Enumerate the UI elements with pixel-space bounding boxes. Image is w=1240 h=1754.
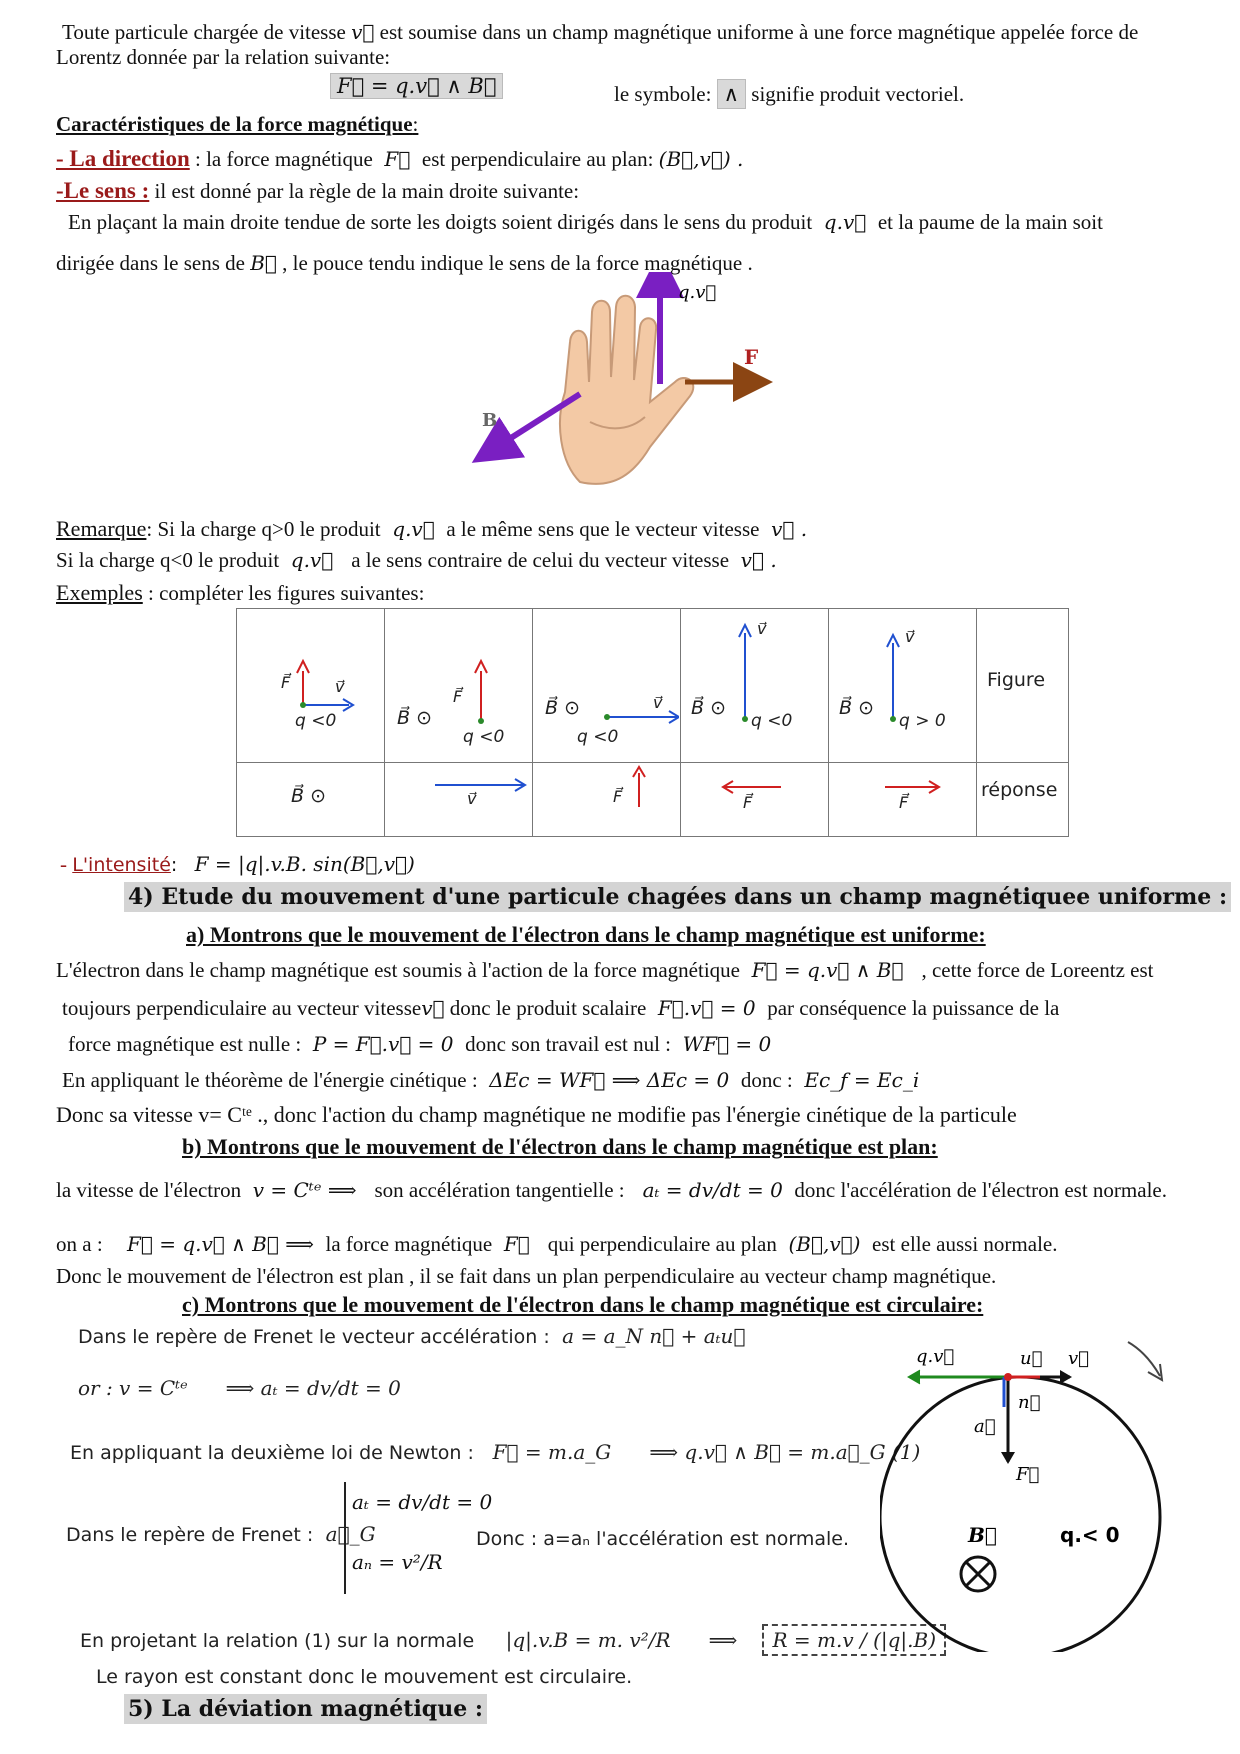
section-4-title: 4) Etude du mouvement d'une particule chagées dans un champ magnétiquee uniforme : [124, 882, 1231, 912]
svg-text:n⃗: n⃗ [1018, 1392, 1041, 1413]
c-line-5: En projetant la relation (1) sur la normale |q|.v.B = m. v²/R ⟹ R = m.v / (|q|.B) [80, 1628, 946, 1652]
c-line-2: or : v = Cᵗᵉ ⟹ aₜ = dv/dt = 0 [78, 1376, 401, 1400]
c-line-1: Dans le repère de Frenet le vecteur accélération : a = a_N n⃗ + aₜu⃗ [78, 1324, 746, 1348]
rotation-arrow [1128, 1342, 1160, 1376]
b-line-1: la vitesse de l'électron v = Cᵗᵉ ⟹ son accélération tangentielle : aₜ = dv/dt = 0 donc l'accélération de l'électron est normale. [56, 1178, 1167, 1202]
hand-icon [560, 296, 693, 484]
circular-motion-diagram [880, 1332, 1200, 1652]
svg-text:q.< 0: q.< 0 [1060, 1523, 1120, 1547]
figure-row [237, 609, 1069, 763]
b-field-into-page-icon [961, 1557, 995, 1591]
answer-cell-4: F⃗ [681, 763, 829, 837]
answer-row-label: réponse [977, 763, 1069, 837]
vector-product-note: le symbole: ∧ signifie produit vectoriel. [614, 82, 964, 107]
intro-line-2: Lorentz donnée par la relation suivante: [56, 45, 391, 69]
figure-cell-1: F⃗ v⃗ q <0 [237, 609, 385, 763]
svg-text:a⃗: a⃗ [974, 1416, 996, 1437]
section-5-title: 5) La déviation magnétique : [124, 1694, 487, 1724]
right-hand-rule-illustration [470, 272, 790, 512]
qv-label: q.v⃗ [678, 282, 717, 303]
answer-row [237, 763, 1069, 837]
figure-cell-5: B⃗ ⊙ v⃗ q > 0 [829, 609, 977, 763]
remark-line-2: Si la charge q<0 le produit q.v⃗ a le sens contraire de celui du vecteur vitesse v⃗ . [56, 548, 777, 572]
answer-cell-1: B⃗ ⊙ [237, 763, 385, 837]
f-label: F [744, 345, 759, 369]
answer-cell-2: v⃗ [385, 763, 533, 837]
b-line-2: on a : F⃗ = q.v⃗ ∧ B⃗ ⟹ la force magnétique F⃗ qui perpendiculaire au plan (B⃗,v⃗) est elle aussi normale. [56, 1232, 1058, 1256]
svg-text:v⃗: v⃗ [1068, 1348, 1089, 1369]
remark-line-1: Remarque: Si la charge q>0 le produit q.v⃗ a le même sens que le vecteur vitesse v⃗ . [56, 516, 808, 541]
right-hand-figure [470, 272, 790, 512]
b-line-3: Donc le mouvement de l'électron est plan , il se fait dans un plan perpendiculaire au vecteur champ magnétique. [56, 1264, 997, 1288]
figure-row-label: Figure [977, 609, 1069, 763]
a-line-3: force magnétique est nulle : P = F⃗.v⃗ = 0 donc son travail est nul : WF⃗ = 0 [68, 1032, 772, 1056]
frenet-system: aₜ = dv/dt = 0 aₙ = v²/R [344, 1482, 492, 1594]
characteristics-title: Caractéristiques de la force magnétique: [56, 112, 419, 136]
svg-text:F⃗: F⃗ [1016, 1464, 1040, 1485]
figure-cell-2: B⃗ ⊙ F⃗ q <0 [385, 609, 533, 763]
c-line-4-conclusion: Donc : a=aₙ l'accélération est normale. [476, 1528, 850, 1550]
a-line-1: L'électron dans le champ magnétique est soumis à l'action de la force magnétique F⃗ = q.v⃗ ∧ B⃗ , cette force de Loreentz est [56, 958, 1154, 982]
subsection-a-title: a) Montrons que le mouvement de l'électron dans le champ magnétique est uniforme: [186, 922, 986, 947]
subsection-b-title: b) Montrons que le mouvement de l'électron dans le champ magnétique est plan: [182, 1134, 938, 1159]
examples-line: Exemples : compléter les figures suivantes: [56, 580, 425, 605]
sens-line: -Le sens : il est donné par la règle de la main droite suivante: [56, 178, 580, 203]
a-line-2: toujours perpendiculaire au vecteur vitessev⃗ donc le produit scalaire F⃗.v⃗ = 0 par conséquence la puissance de la [62, 996, 1060, 1020]
lorentz-formula: F⃗ = q.v⃗ ∧ B⃗ [330, 74, 503, 99]
subsection-c-title: c) Montrons que le mouvement de l'électron dans le champ magnétique est circulaire: [182, 1292, 984, 1317]
examples-table [236, 608, 1069, 837]
svg-text:q.v⃗: q.v⃗ [916, 1346, 955, 1367]
direction-line: - La direction : la force magnétique F⃗ est perpendiculaire au plan: (B⃗,v⃗) . [56, 146, 744, 171]
c-line-6: Le rayon est constant donc le mouvement est circulaire. [96, 1666, 633, 1688]
figure-cell-3: B⃗ ⊙ v⃗ q <0 [533, 609, 681, 763]
svg-text:u⃗: u⃗ [1020, 1348, 1043, 1369]
trajectory-circle [880, 1377, 1160, 1652]
a-line-4: En appliquant le théorème de l'énergie cinétique : ΔEc = WF⃗ ⟹ ΔEc = 0 donc : Ec_f = Ec_i [62, 1068, 920, 1092]
answer-cell-5: F⃗ [829, 763, 977, 837]
circular-motion-figure [880, 1332, 1200, 1652]
a-line-5: Donc sa vitesse v= Cᵗᵉ ., donc l'action du champ magnétique ne modifie pas l'énergie cinétique de la particule [56, 1102, 1017, 1127]
rule-line-2: dirigée dans le sens de B⃗ , le pouce tendu indique le sens de la force magnétique . [56, 251, 753, 275]
answer-cell-3: F⃗ [533, 763, 681, 837]
intensity-line: - L'intensité: F = |q|.v.B. sin(B⃗,v⃗) [60, 852, 415, 876]
figure-cell-4: B⃗ ⊙ v⃗ q <0 [681, 609, 829, 763]
svg-text:B⃗: B⃗ [968, 1523, 997, 1547]
c-line-4: Dans le repère de Frenet : a⃗_G [66, 1522, 376, 1546]
c-line-3: En appliquant la deuxième loi de Newton : F⃗ = m.a_G ⟹ q.v⃗ ∧ B⃗ = m.a⃗_G (1) [70, 1440, 921, 1464]
radius-formula-box: R = m.v / (|q|.B) [762, 1624, 946, 1656]
rule-line-1: En plaçant la main droite tendue de sorte les doigts soient dirigés dans le sens du produit q.v⃗ et la paume de la main soit [68, 210, 1103, 234]
b-label: B [482, 410, 498, 431]
intro-line-1: Toute particule chargée de vitesse v⃗ est soumise dans un champ magnétique uniforme à une force magnétique appelée force de [62, 20, 1139, 44]
